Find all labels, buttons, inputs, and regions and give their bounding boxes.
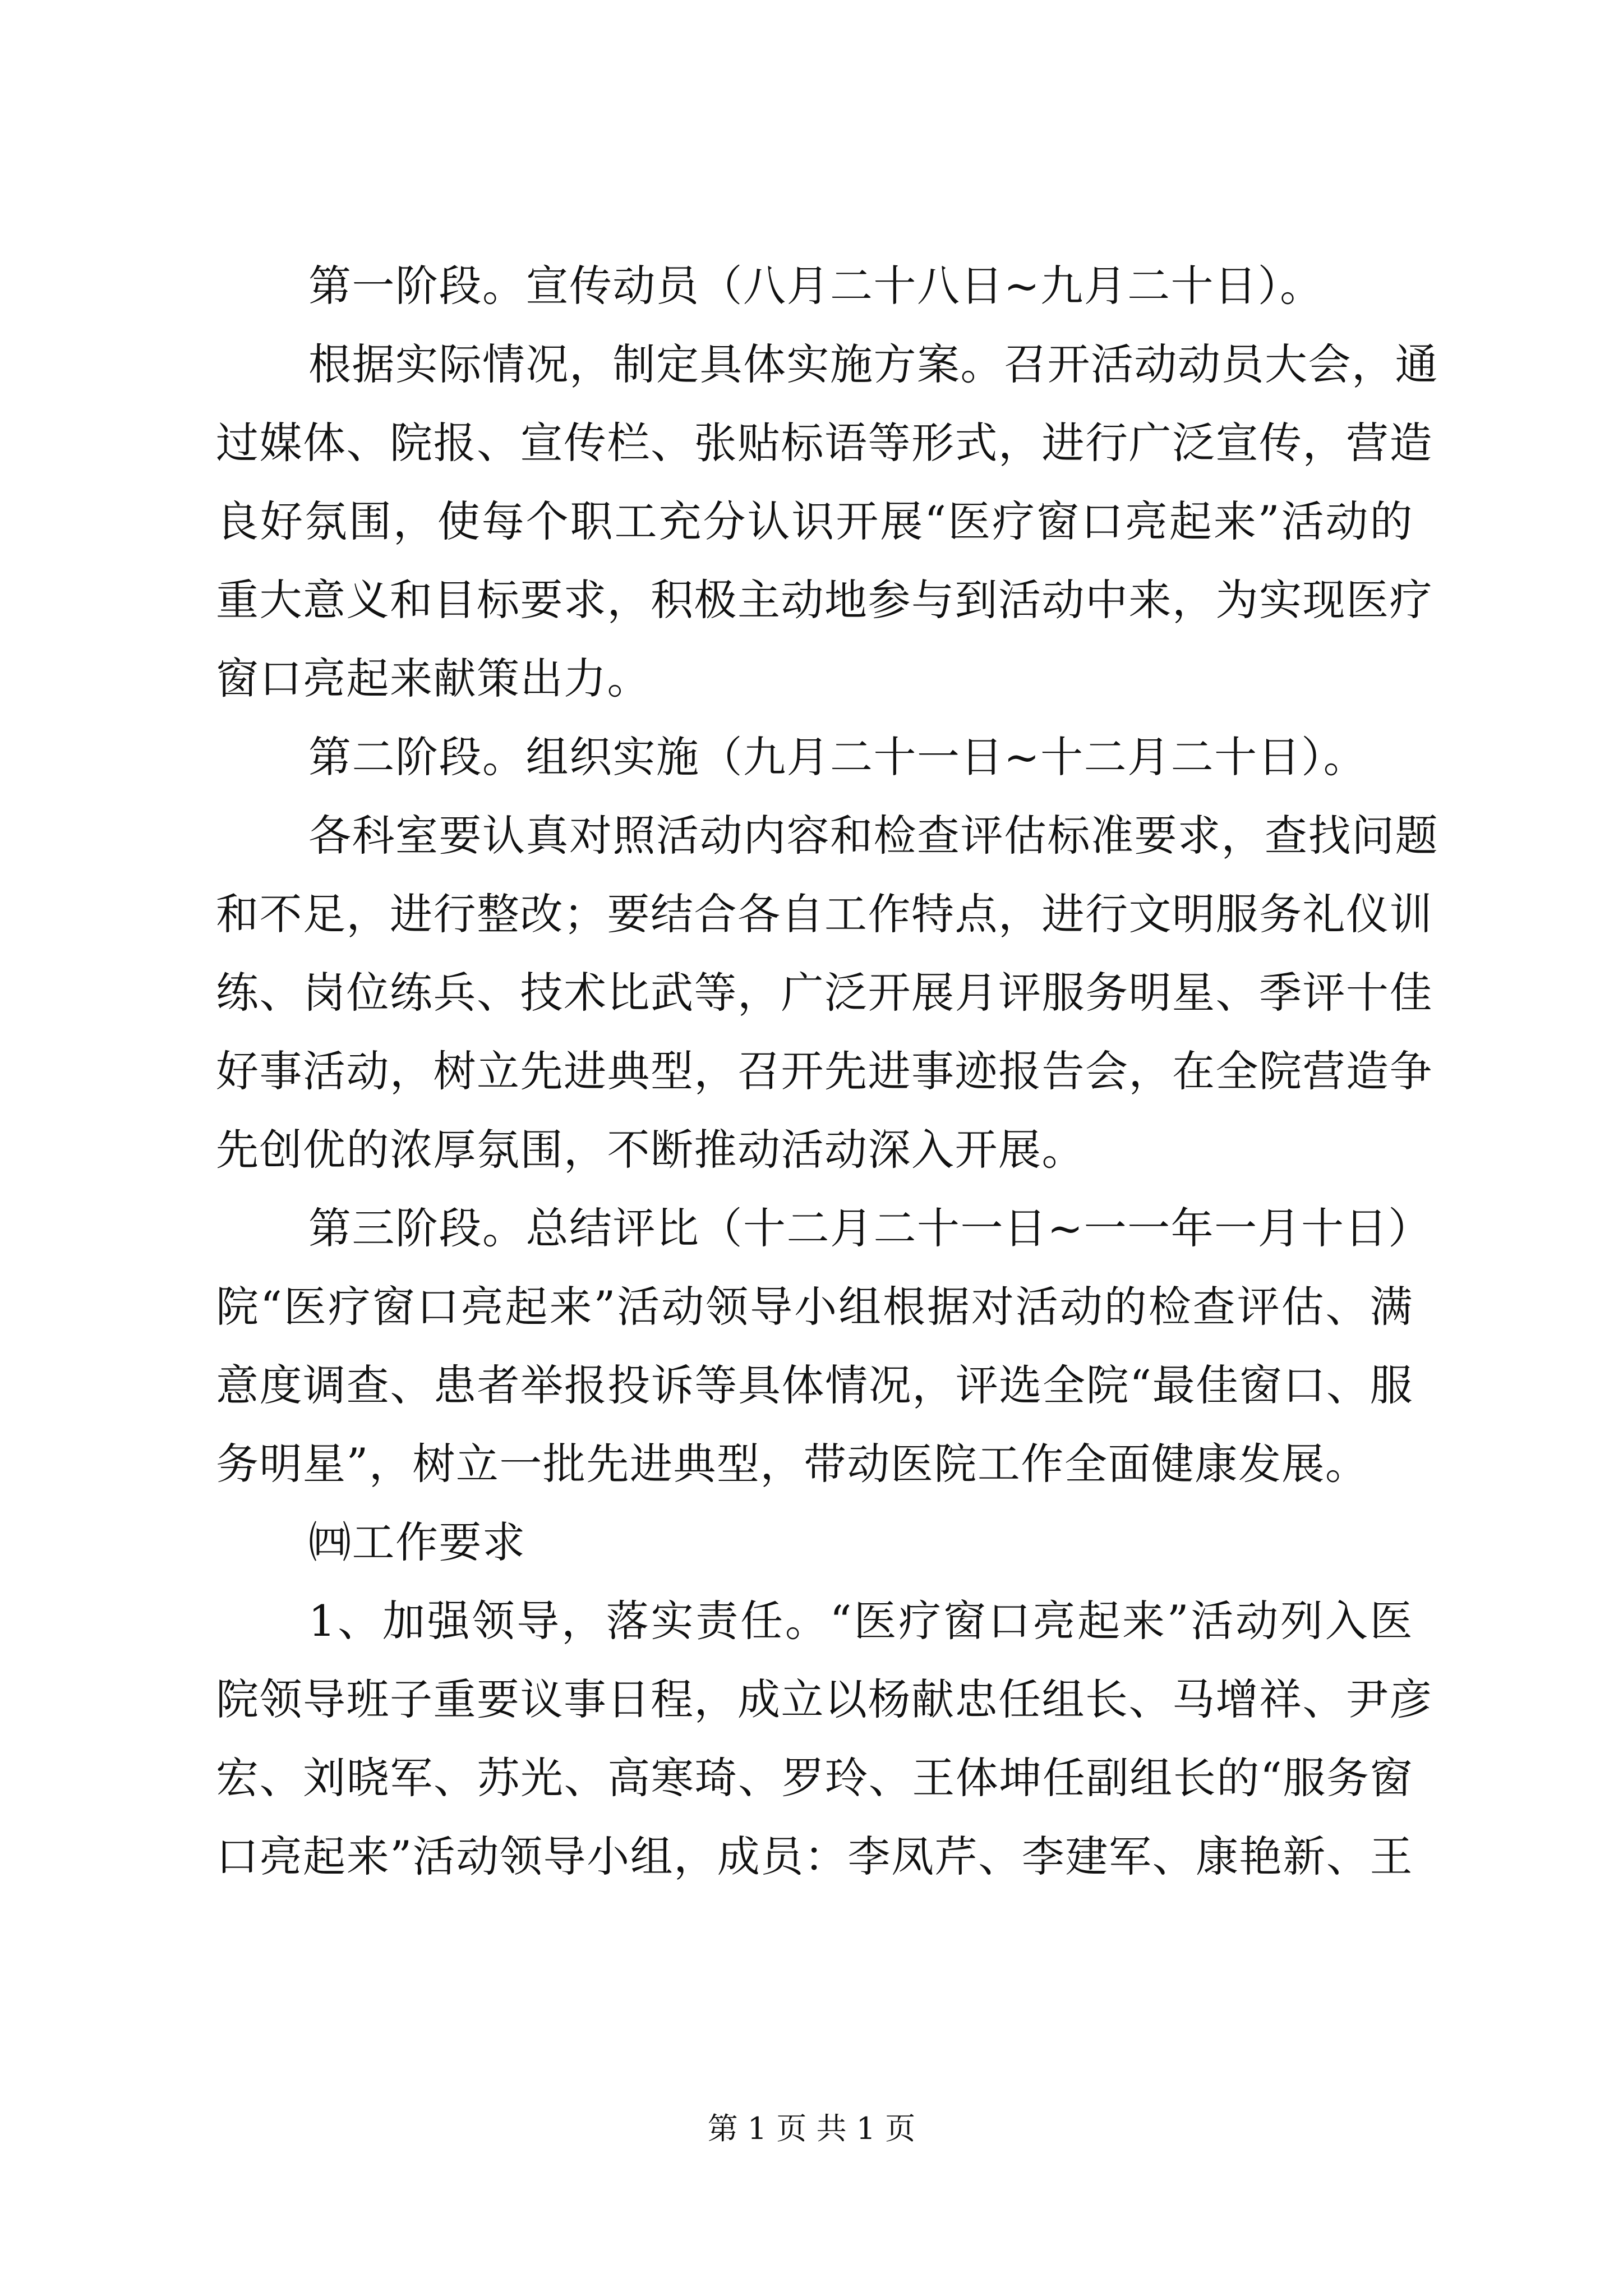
section-heading: ㈣工作要求 [308, 1517, 526, 1567]
paragraph-line: 院“医疗窗口亮起来”活动领导小组根据对活动的检查评估、满 [216, 1282, 1413, 1332]
paragraph-line: 各科室要认真对照活动内容和检查评估标准要求，查找问题 [308, 811, 1438, 861]
paragraph-line: 先创优的浓厚氛围，不断推动活动深入开展。 [216, 1125, 1085, 1175]
paragraph-line: 务明星”，树立一批先进典型，带动医院工作全面健康发展。 [216, 1439, 1369, 1489]
paragraph-line: 院领导班子重要议事日程，成立以杨献忠任组长、马增祥、尹彦 [216, 1674, 1433, 1724]
paragraph-line: 根据实际情况，制定具体实施方案。召开活动动员大会，通 [308, 339, 1438, 389]
stage-one-heading: 第一阶段。宣传动员（八月二十八日~九月二十日）。 [308, 261, 1324, 311]
paragraph-line: 练、岗位练兵、技术比武等，广泛开展月评服务明星、季评十佳 [216, 968, 1433, 1018]
paragraph-line: 重大意义和目标要求，积极主动地参与到活动中来，为实现医疗 [216, 575, 1433, 625]
stage-two-heading: 第二阶段。组织实施（九月二十一日~十二月二十日）。 [308, 732, 1367, 782]
paragraph-line: 良好氛围，使每个职工充分认识开展“医疗窗口亮起来”活动的 [216, 496, 1413, 546]
paragraph-line: 窗口亮起来献策出力。 [216, 654, 651, 703]
page-footer: 第 1 页 共 1 页 [707, 2111, 916, 2146]
paragraph-line: 好事活动，树立先进典型，召开先进事迹报告会，在全院营造争 [216, 1046, 1433, 1096]
paragraph-line: 口亮起来”活动领导小组，成员：李凤芹、李建军、康艳新、王 [216, 1832, 1413, 1881]
paragraph-line: 宏、刘晓军、苏光、高寒琦、罗玲、王体坤任副组长的“服务窗 [216, 1753, 1413, 1803]
paragraph-line: 1、加强领导，落实责任。“医疗窗口亮起来”活动列入医 [308, 1596, 1413, 1646]
paragraph-line: 意度调查、患者举报投诉等具体情况，评选全院“最佳窗口、服 [216, 1360, 1413, 1410]
stage-three-heading: 第三阶段。总结评比（十二月二十一日~一一年一月十日） [308, 1203, 1432, 1253]
paragraph-line: 过媒体、院报、宣传栏、张贴标语等形式，进行广泛宣传，营造 [216, 418, 1433, 468]
paragraph-line: 和不足，进行整改；要结合各自工作特点，进行文明服务礼仪训 [216, 889, 1433, 939]
